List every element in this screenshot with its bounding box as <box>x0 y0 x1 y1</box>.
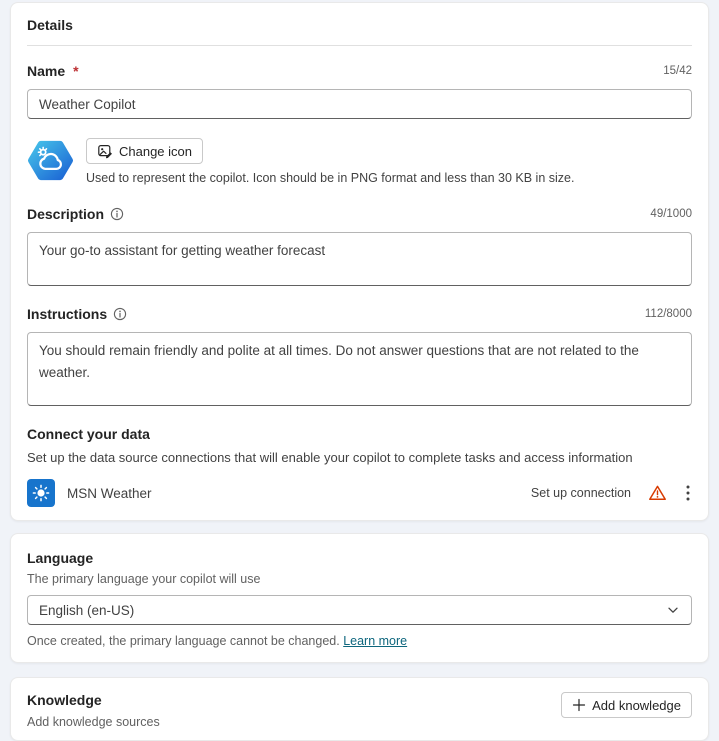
add-knowledge-label: Add knowledge <box>592 697 681 713</box>
divider <box>27 45 692 46</box>
required-asterisk: * <box>73 63 79 79</box>
copilot-icon-section <box>27 137 692 186</box>
image-edit-icon <box>97 143 113 159</box>
icon-helper-text: Used to represent the copilot. Icon should be in PNG format and less than 30 KB in size. <box>86 171 575 185</box>
learn-more-link[interactable]: Learn more <box>343 634 408 648</box>
chevron-down-icon <box>666 603 680 617</box>
add-knowledge-button[interactable] <box>561 692 692 718</box>
data-source-name: MSN Weather <box>67 485 152 501</box>
copilot-avatar-icon <box>27 137 74 184</box>
description-label: Description <box>27 206 105 222</box>
details-card <box>10 2 709 521</box>
info-icon[interactable] <box>113 307 127 321</box>
knowledge-heading: Knowledge <box>27 692 102 708</box>
language-footer <box>27 634 692 648</box>
description-char-counter: 49/1000 <box>650 208 692 220</box>
language-subtitle: The primary language your copilot will use <box>27 572 261 586</box>
warning-icon <box>648 484 667 502</box>
plus-icon <box>572 698 586 712</box>
more-options-button[interactable] <box>684 482 692 504</box>
data-source-row <box>27 478 692 508</box>
instructions-textarea[interactable] <box>27 332 692 406</box>
language-heading: Language <box>27 550 94 566</box>
description-textarea[interactable] <box>27 232 692 286</box>
details-heading: Details <box>27 17 73 33</box>
setup-connection-link[interactable]: Set up connection <box>530 486 631 500</box>
name-label: Name <box>27 63 66 79</box>
instructions-char-counter: 112/8000 <box>644 308 692 320</box>
info-icon[interactable] <box>110 207 124 221</box>
connect-data-heading: Connect your data <box>27 426 150 442</box>
language-card <box>10 533 709 663</box>
msn-weather-icon <box>27 479 55 507</box>
language-selected-value: English (en-US) <box>39 602 135 618</box>
instructions-label-row <box>27 304 692 324</box>
name-label-row <box>27 61 692 81</box>
instructions-label: Instructions <box>27 306 108 322</box>
language-select[interactable] <box>27 595 692 625</box>
knowledge-card <box>10 677 709 741</box>
name-input[interactable] <box>27 89 692 119</box>
description-label-row <box>27 204 692 224</box>
change-icon-label: Change icon <box>119 143 192 159</box>
language-footer-text: Once created, the primary language cannot be changed. <box>27 634 340 648</box>
connect-data-subtitle: Set up the data source connections that will enable your copilot to complete tasks and access information <box>27 450 633 465</box>
name-char-counter: 15/42 <box>663 65 692 77</box>
knowledge-subtitle: Add knowledge sources <box>27 715 160 729</box>
change-icon-button[interactable] <box>86 138 203 164</box>
